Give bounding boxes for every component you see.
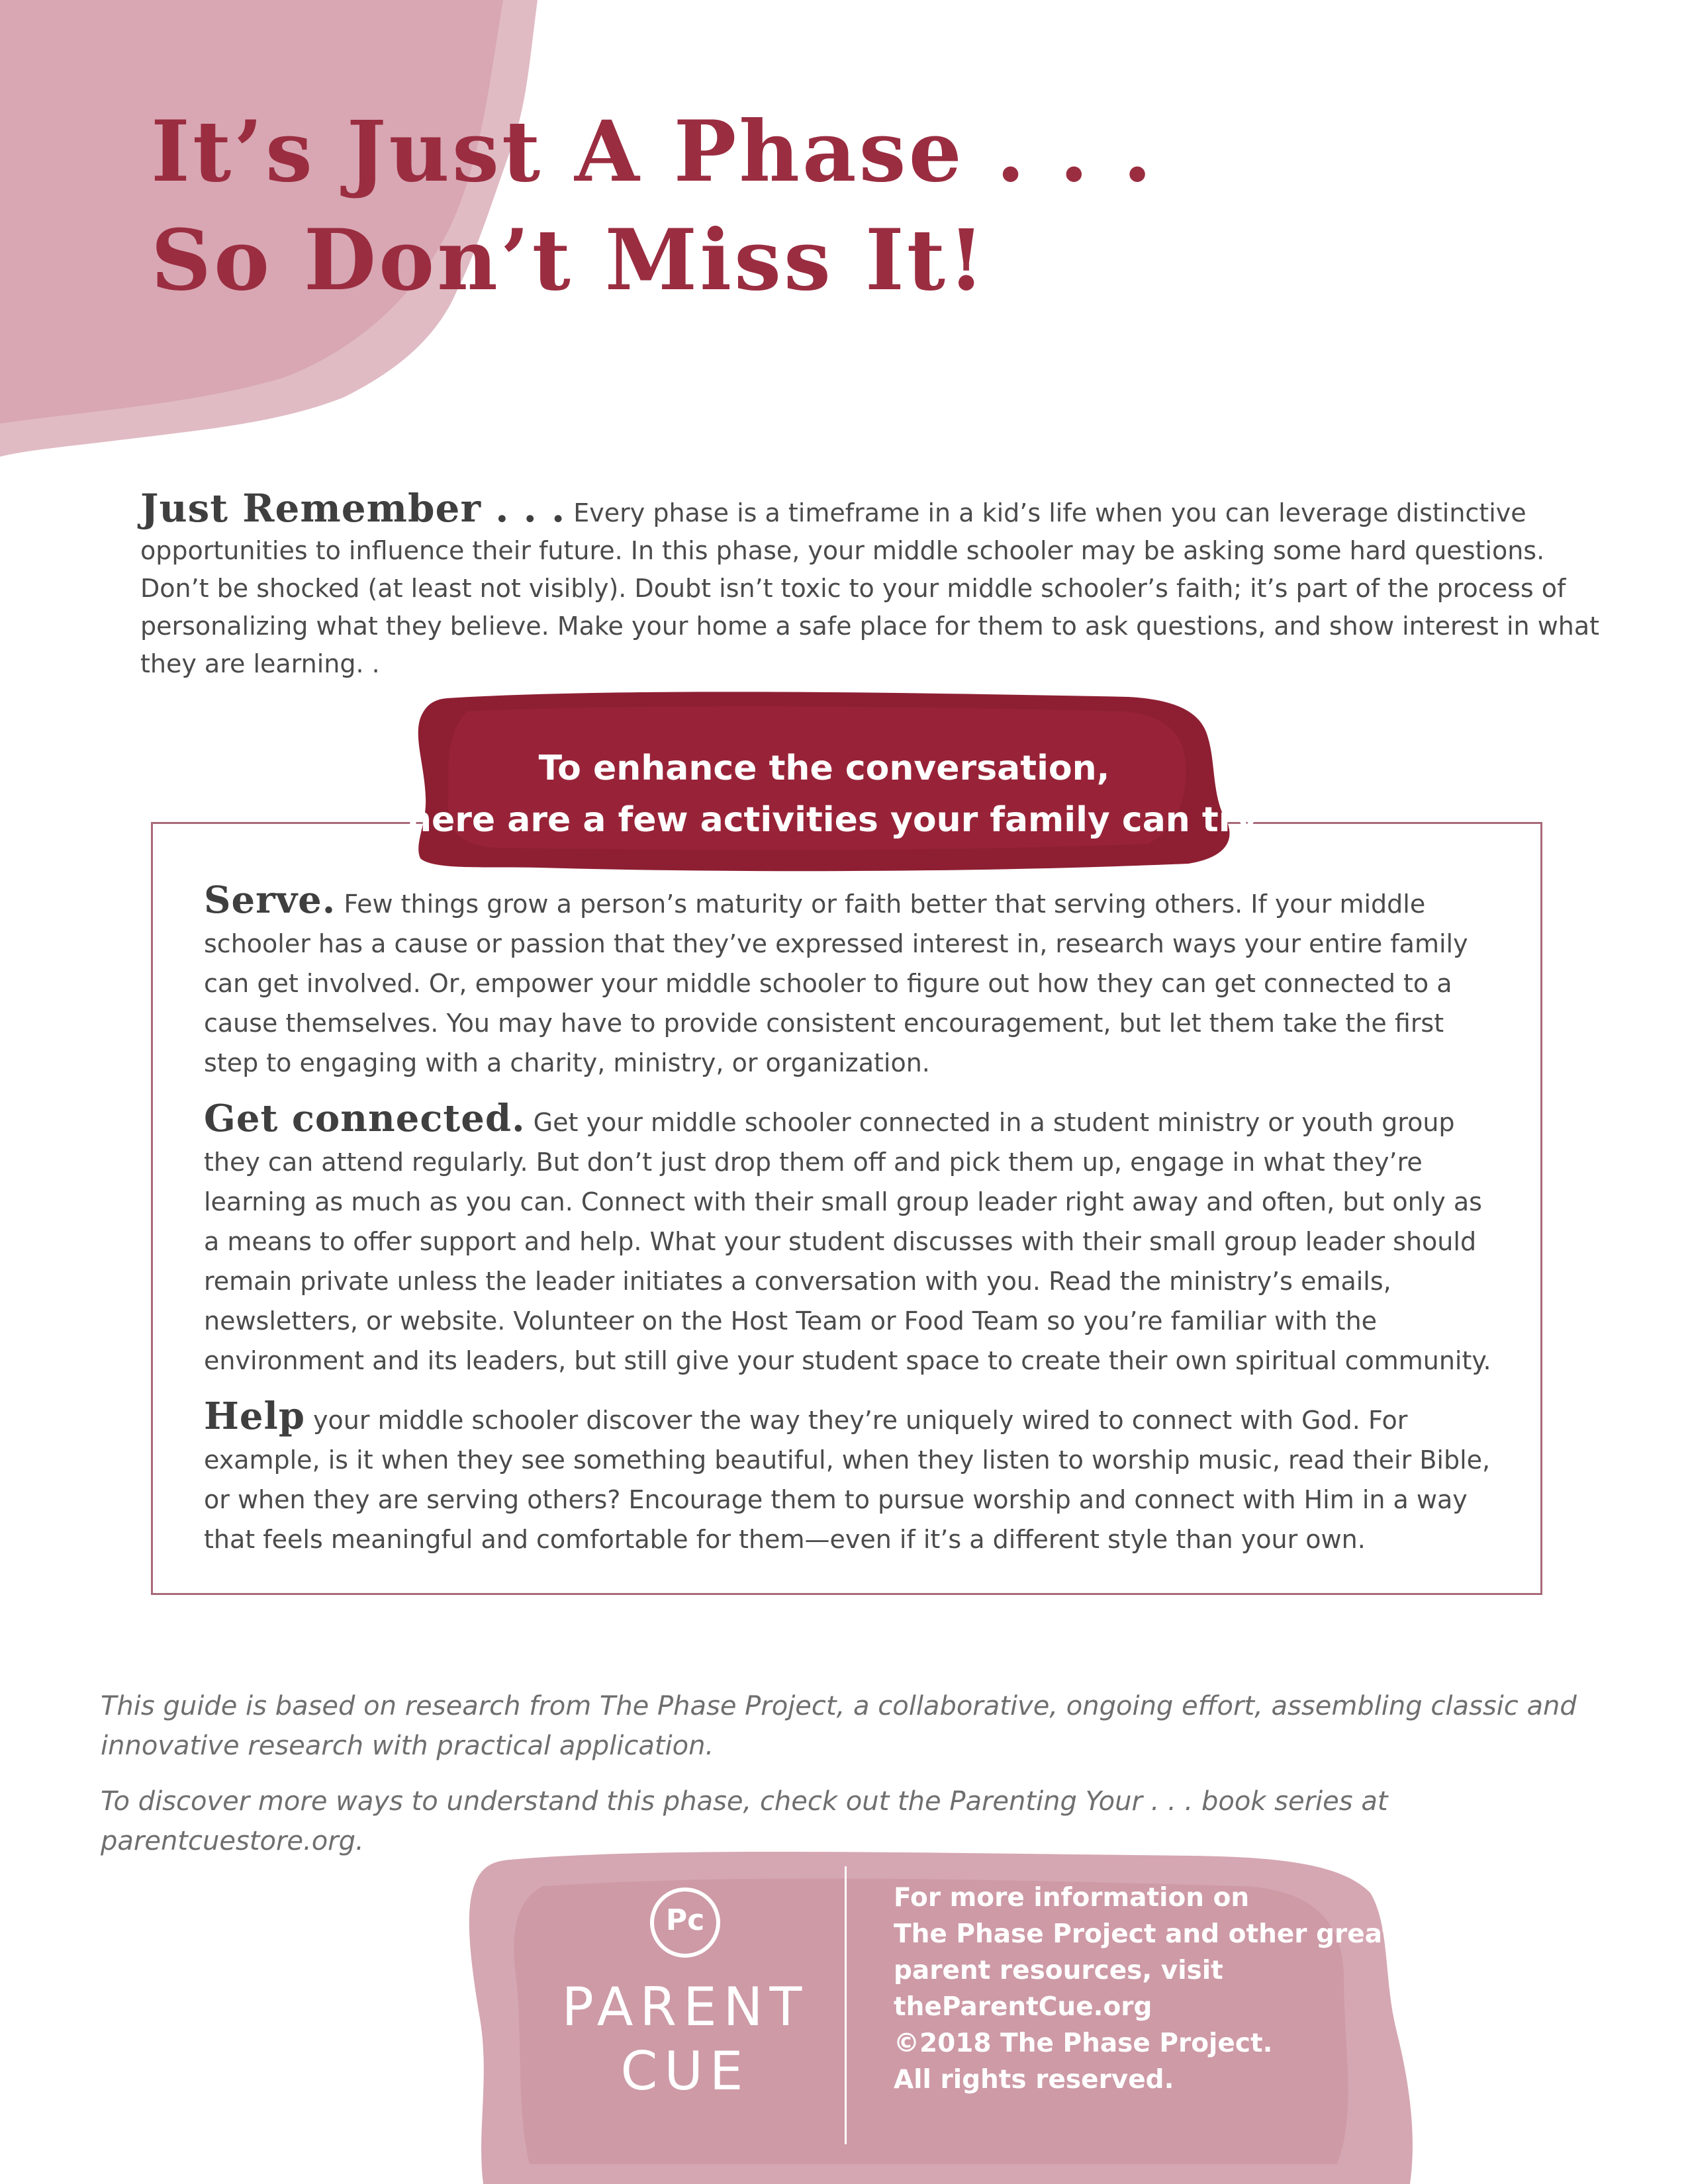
banner-line-2: here are a few activities your family can try: — [407, 800, 1272, 840]
activity-serve-text: Few things grow a person’s maturity or faith better that serving others. If your middle schooler has a cause or passion that they’ve expressed interest in, research ways your entire family can get involved. Or, empower your middle schooler to figure out how they can get connected to a cause themselves. You may have to provide consistent encouragement, but let them take the first step to engaging with a charity, ministry, or organization. — [204, 889, 1468, 1077]
activity-serve-heading: Serve. — [204, 878, 336, 922]
footer-info — [894, 1880, 1395, 2098]
info-link[interactable]: theParentCue.org — [894, 1992, 1152, 2022]
banner-line-1: To enhance the conversation, — [538, 749, 1110, 788]
footnote-book-series: To discover more ways to understand this phase, check out the Parenting Your . . . book series at parentcuestore.org. — [101, 1786, 1388, 1856]
info-line: The Phase Project and other great — [894, 1919, 1395, 1949]
intro-heading: Just Remember . . . — [140, 486, 566, 531]
activity-help-heading: Help — [204, 1394, 305, 1438]
activity-help-text: your middle schooler discover the way they’re uniquely wired to connect with God. For example, is it when they see something beautiful, when they listen to worship music, read their Bible, or when they are serving others? Encourage them to pursue worship and connect with Him in a way that feels meaningful and comfortable for them—even if it’s a different style than your own. — [204, 1406, 1491, 1554]
intro-paragraph — [140, 486, 1617, 683]
footer-divider — [845, 1866, 847, 2144]
brand-word-parent: PARENT — [561, 1976, 809, 2038]
page-title-line-2: So Don’t Miss It! — [151, 211, 988, 309]
activity-help — [204, 1396, 1501, 1559]
rights-line: All rights reserved. — [894, 2065, 1174, 2095]
info-line: For more information on — [894, 1883, 1250, 1913]
parent-cue-logo-icon — [649, 1886, 722, 1959]
activity-serve — [204, 880, 1501, 1083]
intro-text: Every phase is a timeframe in a kid’s life when you can leverage distinctive opportunities to influence their future. In this phase, your middle schooler may be asking some hard questions. Don’t be shocked (at least not visibly). Doubt isn’t toxic to your middle schooler’s faith; it’s part of the process of personalizing what they believe. Make your home a safe place for them to ask questions, and show interest in what they are learning. . — [140, 498, 1600, 678]
info-line: parent resources, visit — [894, 1956, 1223, 1985]
activity-get-connected-text: Get your middle schooler connected in a student ministry or youth group they can attend regularly. But don’t just drop them off and pick them up, engage in what they’re learning as much as you can. Connect with their small group leader right away and often, but only as a means to offer support and help. What your student discusses with their small group leader should remain private unless the leader initiates a conversation with you. Read the ministry’s emails, newsletters, or website. Volunteer on the Host Team or Food Team so you’re familiar with the environment and its leaders, but still give your student space to create their own spiritual community. — [204, 1108, 1491, 1375]
logo-monogram: Pc — [665, 1903, 705, 1937]
activity-get-connected-heading: Get connected. — [204, 1097, 526, 1140]
brand-word-cue: CUE — [620, 2040, 750, 2102]
activity-get-connected — [204, 1099, 1501, 1381]
footnote-research: This guide is based on research from The Phase Project, a collaborative, ongoing effort, assembling classic and innovative research with practical application. — [101, 1691, 1577, 1761]
copyright-line: ©2018 The Phase Project. — [894, 2028, 1273, 2058]
page-title-line-1: It’s Just A Phase . . . — [151, 103, 1154, 201]
activities-banner — [407, 685, 1272, 877]
